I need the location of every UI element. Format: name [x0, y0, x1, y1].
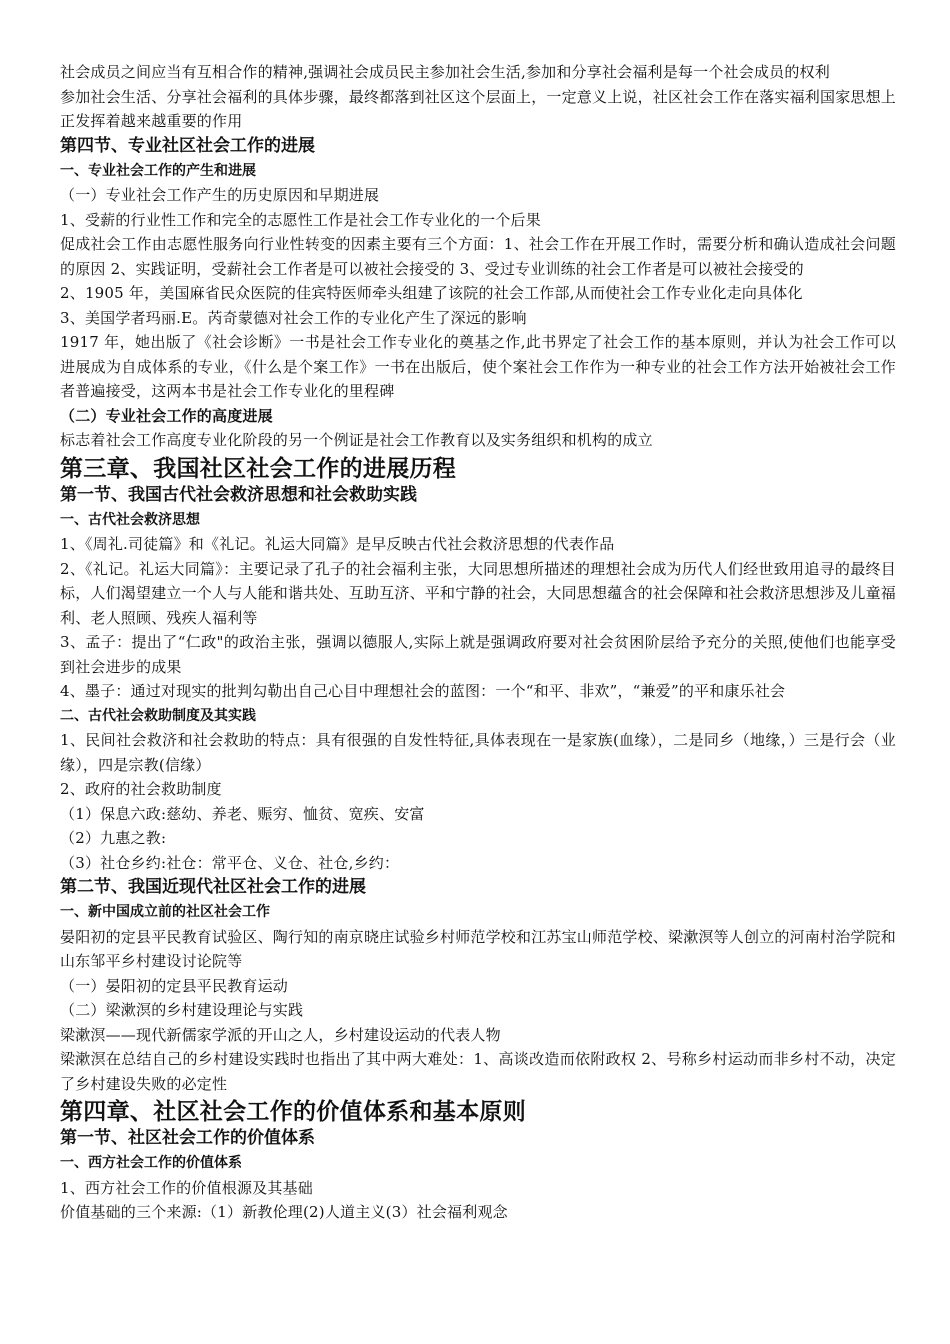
paragraph: 4、墨子：通过对现实的批判勾勒出自己心目中理想社会的蓝图：一个“和平、非欢”，“兼爱”的平和康乐社会: [60, 682, 786, 700]
paragraph: （一）专业社会工作产生的历史原因和早期进展: [60, 186, 380, 204]
paragraph: 2、《礼记。礼运大同篇》：主要记录了孔子的社会福利主张，大同思想所描述的理想社会成为历代人们经世致用追寻的最终目标，人们渴望建立一个人与人能和谐共处、互助互济、平和宁静的社会，大同思想蕴含的社会保障和社会救济思想涉及儿童福利、老人照顾、残疾人福利等: [60, 559, 897, 627]
paragraph: （3）社仓乡约:社仓：常平仓、义仓、社仓,乡约：: [60, 853, 400, 872]
section-heading: 第一节、社区社会工作的价值体系: [60, 1128, 315, 1148]
paragraph: 参加社会生活、分享社会福利的具体步骤，最终都落到社区这个层面上，一定意义上说，社区社会工作在落实福利国家思想上正发挥着越来越重要的作用: [60, 87, 897, 130]
paragraph: 3、孟子：提出了“仁政"的政治主张，强调以德服人,实际上就是强调政府要对社会贫困阶层给予充分的关照,使他们也能享受到社会进步的成果: [60, 633, 896, 676]
paragraph: 梁漱溟在总结自己的乡村建设实践时也指出了其中两大难处：1、高谈改造而依附政权 2、号称乡村运动而非乡村不动，决定了乡村建设失败的必定性: [60, 1050, 896, 1093]
paragraph: （1）保息六政:慈幼、养老、赈穷、恤贫、宽疾、安富: [60, 804, 425, 823]
paragraph: （2）九惠之教:: [60, 829, 167, 847]
subsection-heading: 一、新中国成立前的社区社会工作: [60, 904, 270, 920]
subsection-heading: 一、专业社会工作的产生和进展: [60, 162, 256, 179]
paragraph: 2、1905 年，美国麻省民众医院的佳宾特医师牵头组建了该院的社会工作部,从而使社会工作专业化走向具体化: [60, 284, 803, 302]
subsection-heading: 二、古代社会救助制度及其实践: [60, 707, 256, 724]
subsection-heading: 一、西方社会工作的价值体系: [60, 1155, 242, 1171]
paragraph: 3、美国学者玛丽.E。芮奇蒙德对社会工作的专业化产生了深远的影响: [60, 308, 527, 327]
paragraph: 1、民间社会救济和社会救助的特点：具有很强的自发性特征,具体表现在一是家族(血缘），二是同乡（地缘，）三是行会（业缘），四是宗教(信缘）: [60, 731, 896, 774]
paragraph: （二）梁漱溟的乡村建设理论与实践: [60, 1001, 304, 1019]
paragraph: 促成社会工作由志愿性服务向行业性转变的因素主要有三个方面：1、社会工作在开展工作时，需要分析和确认造成社会问题的原因 2、实践证明，受薪社会工作者是可以被社会接受的 3、受过专业训练的社会工作者是可以被社会接受的: [60, 235, 896, 278]
paragraph: 价值基础的三个来源:（1）新教伦理(2)人道主义(3）社会福利观念: [60, 1203, 508, 1221]
chapter-heading: 第四章、社区社会工作的价值体系和基本原则: [60, 1099, 526, 1125]
paragraph: 1、《周礼.司徒篇》和《礼记。礼运大同篇》是早反映古代社会救济思想的代表作品: [60, 535, 615, 553]
paragraph: 社会成员之间应当有互相合作的精神,强调社会成员民主参加社会生活,参加和分享社会福利是每一个社会成员的权利: [60, 63, 830, 81]
section-heading: 第一节、我国古代社会救济思想和社会救助实践: [60, 484, 417, 505]
section-heading: 第四节、专业社区社会工作的进展: [60, 135, 315, 156]
section-heading: 第二节、我国近现代社区社会工作的进展: [60, 877, 366, 897]
subsection-heading: 一、古代社会救济思想: [60, 511, 200, 528]
paragraph: 标志着社会工作高度专业化阶段的另一个例证是社会工作教育以及实务组织和机构的成立: [60, 431, 653, 449]
paragraph: 1、西方社会工作的价值根源及其基础: [60, 1178, 313, 1197]
paragraph: 1、受薪的行业性工作和完全的志愿性工作是社会工作专业化的一个后果: [60, 210, 541, 229]
paragraph: 晏阳初的定县平民教育试验区、陶行知的南京晓庄试验乡村师范学校和江苏宝山师范学校、梁漱溟等人创立的河南村治学院和山东邹平乡村建设讨论院等: [60, 927, 897, 970]
paragraph: 1917 年，她出版了《社会诊断》一书是社会工作专业化的奠基之作,此书界定了社会工作的基本原则，并认为社会工作可以进展成为自成体系的专业，《什么是个案工作》一书在出版后，使个案社会工作作为一种专业的社会工作方法开始被社会工作者普遍接受，这两本书是社会工作专业化的里程碑: [60, 333, 896, 400]
paragraph: （一）晏阳初的定县平民教育运动: [60, 976, 289, 995]
document-page: [60, 60, 896, 1225]
paragraph-bold: （二）专业社会工作的高度进展: [60, 406, 273, 425]
paragraph: 梁漱溟——现代新儒家学派的开山之人，乡村建设运动的代表人物: [60, 1025, 501, 1044]
paragraph: 2、政府的社会救助制度: [60, 780, 222, 798]
chapter-heading: 第三章、我国社区社会工作的进展历程: [60, 455, 457, 482]
